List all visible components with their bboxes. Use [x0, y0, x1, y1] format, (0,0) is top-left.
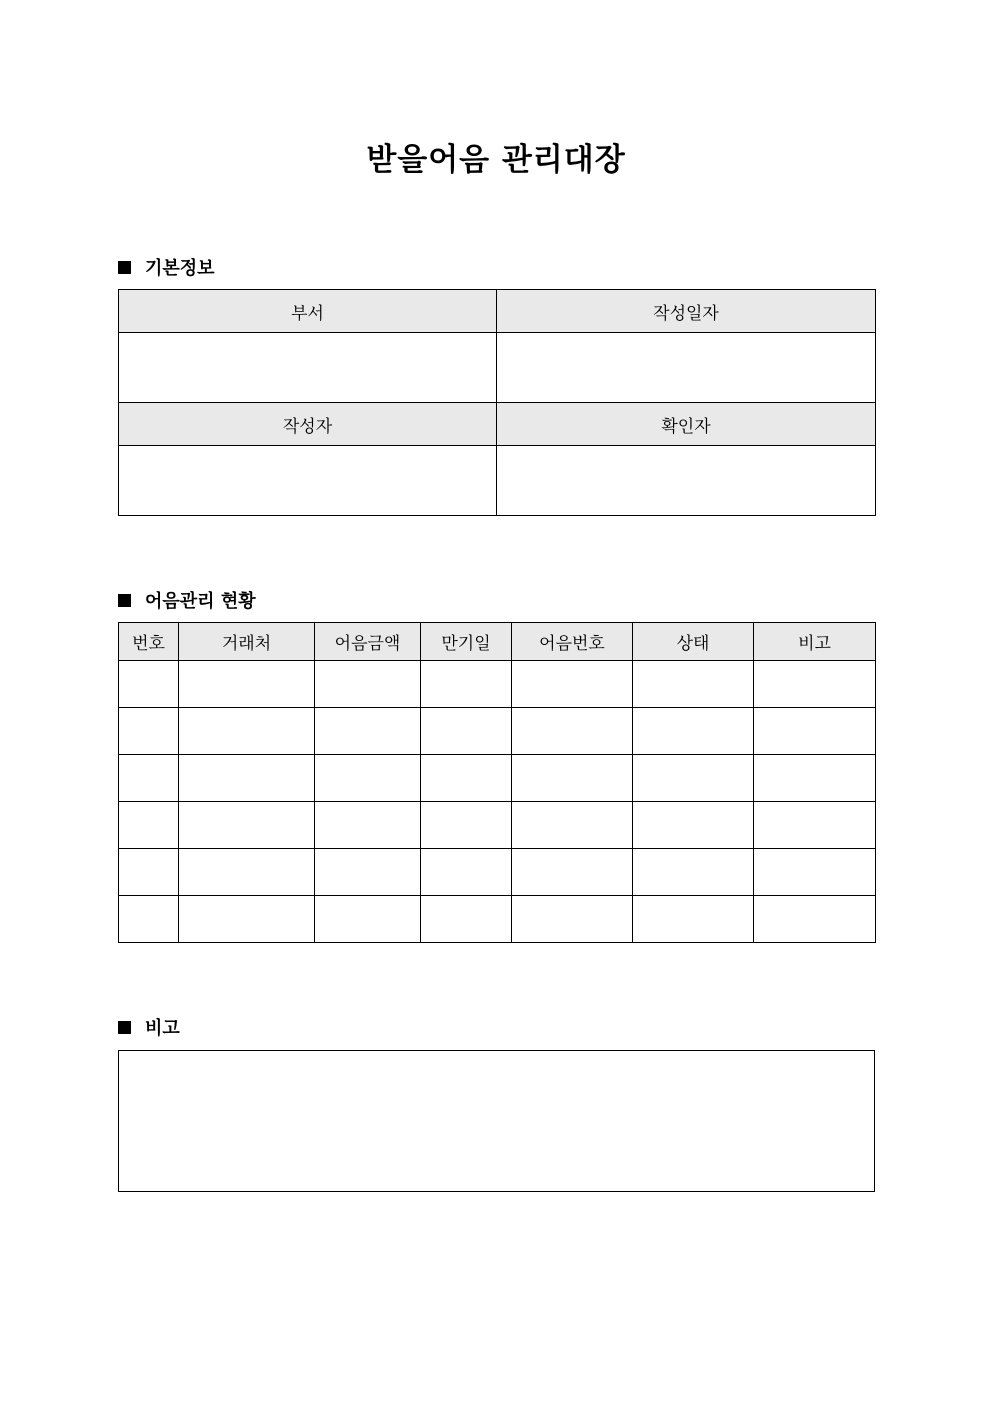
cell-state[interactable] [633, 755, 754, 802]
cell-amount[interactable] [315, 896, 421, 943]
column-header-client: 거래처 [179, 623, 315, 661]
cell-number[interactable] [119, 896, 179, 943]
column-header-state: 상태 [633, 623, 754, 661]
cell-due-date[interactable] [421, 802, 512, 849]
section-heading-remarks [118, 1014, 180, 1040]
cell-remarks[interactable] [754, 755, 876, 802]
cell-amount[interactable] [315, 849, 421, 896]
cell-due-date[interactable] [421, 661, 512, 708]
cell-client[interactable] [179, 802, 315, 849]
cell-client[interactable] [179, 661, 315, 708]
section-heading-label: 비고 [145, 1018, 180, 1039]
cell-remarks[interactable] [754, 661, 876, 708]
cell-remarks[interactable] [754, 802, 876, 849]
cell-due-date[interactable] [421, 708, 512, 755]
cell-due-date[interactable] [421, 755, 512, 802]
date-written-field[interactable] [497, 333, 876, 403]
cell-bill-number[interactable] [512, 896, 633, 943]
column-header-bill-number: 어음번호 [512, 623, 633, 661]
cell-amount[interactable] [315, 755, 421, 802]
status-table [118, 622, 876, 943]
section-heading-label: 기본정보 [145, 258, 215, 279]
cell-client[interactable] [179, 755, 315, 802]
table-row [119, 849, 876, 896]
square-bullet-icon [118, 261, 131, 274]
table-row [119, 755, 876, 802]
cell-number[interactable] [119, 755, 179, 802]
cell-number[interactable] [119, 849, 179, 896]
cell-number[interactable] [119, 708, 179, 755]
cell-amount[interactable] [315, 661, 421, 708]
column-header-remarks: 비고 [754, 623, 876, 661]
section-heading-basic-info [118, 254, 215, 280]
cell-state[interactable] [633, 708, 754, 755]
cell-state[interactable] [633, 896, 754, 943]
writer-field[interactable] [119, 446, 497, 516]
cell-bill-number[interactable] [512, 661, 633, 708]
section-heading-label: 어음관리 현황 [145, 591, 256, 612]
column-header-number: 번호 [119, 623, 179, 661]
label-department: 부서 [119, 290, 497, 333]
cell-client[interactable] [179, 708, 315, 755]
label-writer: 작성자 [119, 403, 497, 446]
label-confirmer: 확인자 [497, 403, 876, 446]
cell-number[interactable] [119, 802, 179, 849]
table-row [119, 661, 876, 708]
cell-client[interactable] [179, 849, 315, 896]
cell-state[interactable] [633, 661, 754, 708]
basic-info-table [118, 289, 876, 516]
confirmer-field[interactable] [497, 446, 876, 516]
label-date-written: 작성일자 [497, 290, 876, 333]
column-header-amount: 어음금액 [315, 623, 421, 661]
cell-bill-number[interactable] [512, 755, 633, 802]
page-title: 받을어음 관리대장 [366, 142, 626, 178]
remarks-field[interactable] [118, 1050, 875, 1192]
cell-due-date[interactable] [421, 896, 512, 943]
table-row [119, 896, 876, 943]
cell-bill-number[interactable] [512, 708, 633, 755]
square-bullet-icon [118, 1021, 131, 1034]
cell-bill-number[interactable] [512, 849, 633, 896]
section-heading-status [118, 587, 256, 613]
column-header-due-date: 만기일 [421, 623, 512, 661]
cell-due-date[interactable] [421, 849, 512, 896]
cell-number[interactable] [119, 661, 179, 708]
cell-amount[interactable] [315, 708, 421, 755]
table-row [119, 708, 876, 755]
cell-client[interactable] [179, 896, 315, 943]
cell-remarks[interactable] [754, 849, 876, 896]
department-field[interactable] [119, 333, 497, 403]
cell-amount[interactable] [315, 802, 421, 849]
cell-state[interactable] [633, 802, 754, 849]
cell-bill-number[interactable] [512, 802, 633, 849]
cell-remarks[interactable] [754, 708, 876, 755]
cell-remarks[interactable] [754, 896, 876, 943]
table-row [119, 802, 876, 849]
cell-state[interactable] [633, 849, 754, 896]
square-bullet-icon [118, 594, 131, 607]
